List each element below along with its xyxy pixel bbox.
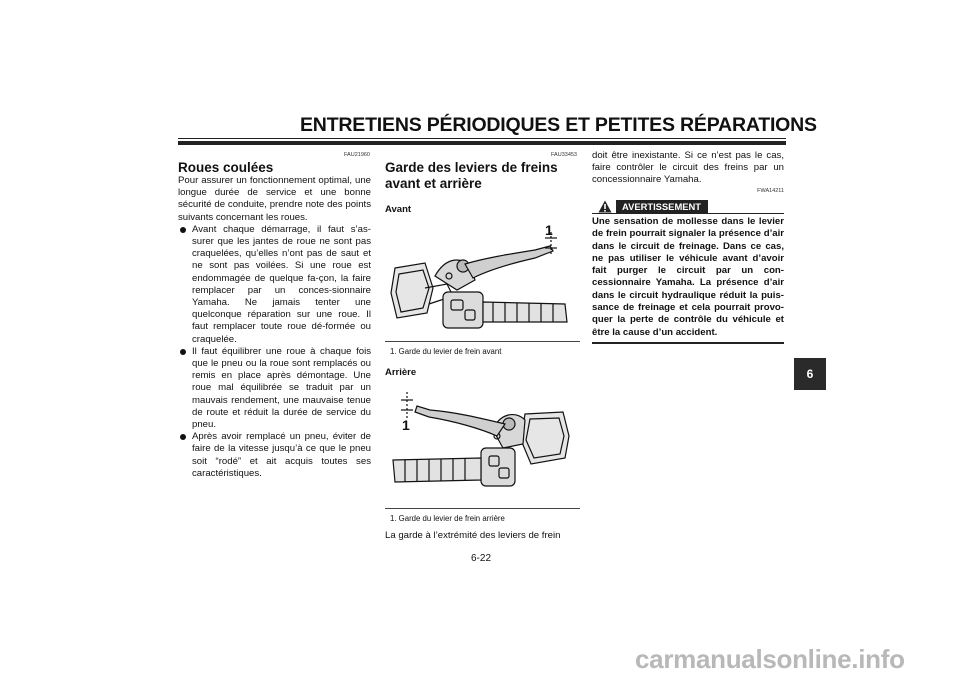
section-heading-wheels: Roues coulées — [178, 160, 274, 175]
wheels-body — [178, 175, 371, 480]
warning-text: Une sensation de mollesse dans le levier de frein pourrait signaler la présence d’air dans le circuit de freinage. Dans ce cas, ne pas utiliser le véhicule avant d’avoir fait purger le circuit par un con-cessionnaire Yamaha. La présence d’air dans le circuit hydraulique réduit la puis-sance de freinage et cela pourrait provo-quer la perte de contrôle du véhicule et être la cause d’un accident. — [592, 216, 784, 338]
warning-header — [592, 200, 784, 214]
bullet-icon — [180, 227, 186, 233]
front-label: Avant — [385, 204, 412, 215]
rear-brake-lever-illustration — [385, 384, 580, 506]
warning-bottom-rule — [592, 342, 784, 344]
bullet-item: Après avoir remplacé un pneu, éviter de faire de la vitesse jusqu’à ce que le pneu soit “rodé” et ait acquis toutes ses caractéristiques. — [178, 431, 371, 480]
warning-code: FWA14211 — [757, 188, 784, 194]
caption-rule — [385, 508, 580, 509]
bullet-icon — [180, 349, 186, 355]
rear-caption: 1. Garde du levier de frein arrière — [390, 514, 505, 523]
warning-label: AVERTISSEMENT — [616, 200, 708, 214]
bullet-item: Il faut équilibrer une roue à chaque fois que le pneu ou la roue sont remplacés ou remis en place après démontage. Une roue mal équilibrée se traduit par un mauvais rendement, une mauvaise tenue de route et réduit la durée de service du pneu. — [178, 346, 371, 431]
section-code: FAU21960 — [344, 152, 370, 158]
header-rule-thin — [178, 138, 786, 139]
front-caption: 1. Garde du levier de frein avant — [390, 347, 502, 356]
header-rule-thick — [178, 141, 786, 145]
section-code: FAU33453 — [551, 152, 577, 158]
front-callout-number: 1 — [545, 222, 553, 238]
rear-callout-number: 1 — [402, 417, 410, 433]
chapter-tab: 6 — [794, 358, 826, 390]
section-heading-brake-levers: Garde des leviers de freins avant et arrière — [385, 160, 558, 191]
bullet-item: Avant chaque démarrage, il faut s’as-surer que les jantes de roue ne sont pas craquelées, qu’elles n’ont pas de saut et ne sont pas voilées. Si une roue est endommagée de quelque fa-çon, la faire remplacer par un conces-sionnaire Yamaha. Ne jamais tenter une quelconque réparation sur une roue. Il faut remplacer toute roue dé-formée ou craquelée. — [178, 224, 371, 346]
caption-rule — [385, 341, 580, 342]
brake-lever-tail-text: La garde à l’extrémité des leviers de frein — [385, 530, 561, 541]
rear-label: Arrière — [385, 367, 417, 378]
continued-text: doit être inexistante. Si ce n’est pas le cas, faire contrôler le circuit des freins par un concessionnaire Yamaha. — [592, 150, 784, 186]
wheels-intro: Pour assurer un fonctionnement optimal, une longue durée de service et une bonne sécurité de conduite, prendre note des points suivants concernant les roues. — [178, 175, 371, 223]
warning-triangle-icon — [598, 200, 612, 213]
page-title: ENTRETIENS PÉRIODIQUES ET PETITES RÉPARATIONS — [300, 114, 817, 136]
bullet-icon — [180, 434, 186, 440]
page-number: 6-22 — [470, 553, 491, 564]
watermark: carmanualsonline.info — [635, 644, 905, 674]
